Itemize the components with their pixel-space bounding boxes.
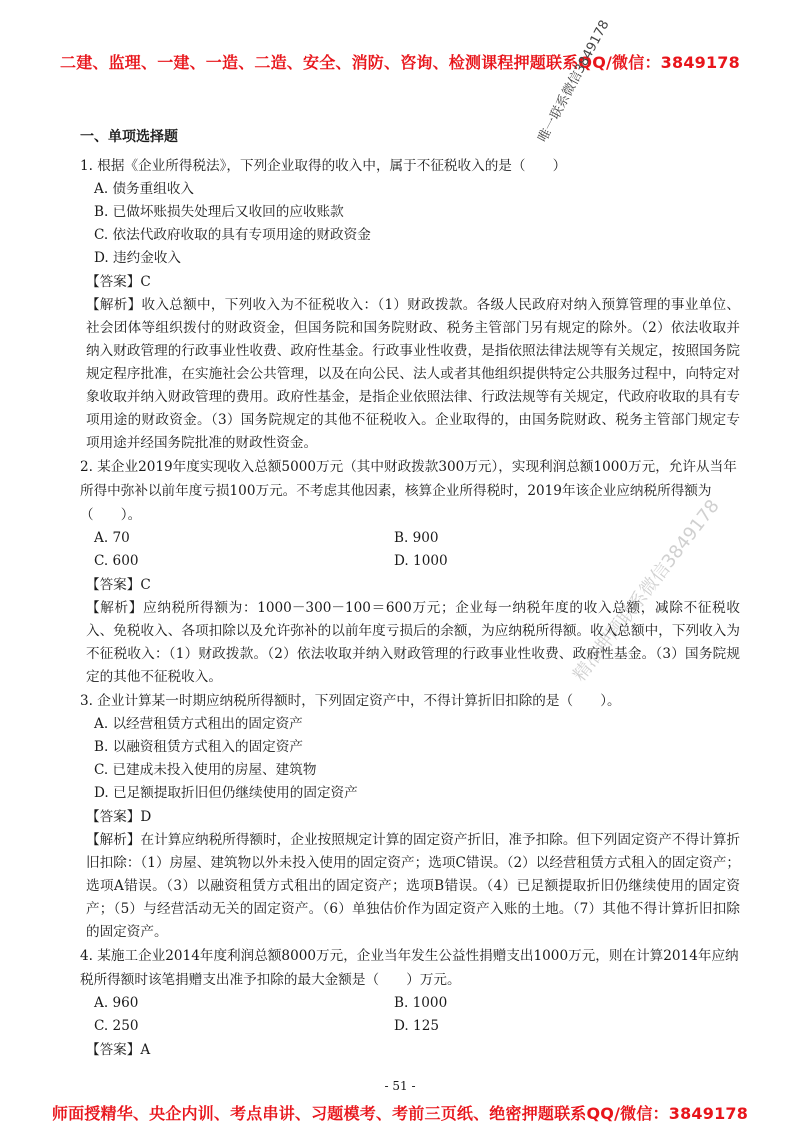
answer: 【答案】D: [86, 809, 152, 825]
option-a: A. 以经营租赁方式租出的固定资产: [94, 716, 303, 732]
question-3: [80, 689, 740, 944]
explanation: 【解析】应纳税所得额为：1000－300－100＝600万元；企业每一纳税年度的收入总额，减除不征税收入、免税收入、各项扣除以及允许弥补的以前年度亏损后的余额，为应纳税所得额。收入总额中，下列收入为不征税收入：（1）财政拨款。（2）依法收取并纳入财政管理的行政事业性收费、政府性基金。（3）国务院规定的其他不征税收入。: [86, 600, 740, 685]
section-title: 一、单项选择题: [80, 129, 178, 145]
question-stem: 1. 根据《企业所得税法》，下列企业取得的收入中，属于不征税收入的是（ ）: [80, 158, 567, 174]
option-b: B. 1000: [394, 995, 448, 1011]
answer: 【答案】C: [86, 274, 151, 290]
explanation: 【解析】在计算应纳税所得额时，企业按照规定计算的固定资产折旧，准予扣除。但下列固定资产不得计算折旧扣除：（1）房屋、建筑物以外未投入使用的固定资产；选项C错误。（2）以经营租赁方式租入的固定资产；选项A错误。（3）以融资租赁方式租出的固定资产；选项B错误。（4）已足额提取折旧仍继续使用的固定资产；（5）与经营活动无关的固定资产。（6）单独估价作为固定资产入账的土地。（7）其他不得计算折旧扣除的固定资产。: [86, 832, 740, 940]
option-c: C. 250: [94, 1018, 139, 1034]
option-d: D. 1000: [394, 553, 448, 569]
options-row: [80, 527, 740, 550]
options-row: [80, 550, 740, 573]
question-1: [80, 154, 740, 455]
option-b: B. 以融资租赁方式租入的固定资产: [94, 739, 303, 755]
question-stem: 3. 企业计算某一时期应纳税所得额时，下列固定资产中，不得计算折旧扣除的是（ ）。: [80, 693, 621, 709]
answer: 【答案】C: [86, 577, 151, 593]
explanation: 【解析】收入总额中，下列收入为不征税收入：（1）财政拨款。各级人民政府对纳入预算管理的事业单位、社会团体等组织拨付的财政资金，但国务院和国务院财政、税务主管部门另有规定的除外。（2）依法收取并纳入财政管理的行政事业性收费、政府性基金。行政事业性收费，是指依照法律法规等有关规定，按照国务院规定程序批准，在实施社会公共管理，以及在向公民、法人或者其他组织提供特定公共服务过程中，向特定对象收取并纳入财政管理的费用。政府性基金，是指企业依照法律、行政法规等有关规定，代政府收取的具有专项用途的财政资金。（3）国务院规定的其他不征税收入。企业取得的，由国务院财政、税务主管部门规定专项用途并经国务院批准的财政性资金。: [86, 297, 740, 451]
option-c: C. 依法代政府收取的具有专项用途的财政资金: [94, 227, 371, 243]
option-a: A. 债务重组收入: [94, 181, 195, 197]
option-d: D. 125: [394, 1018, 440, 1034]
option-c: C. 600: [94, 553, 139, 569]
banner-bottom: 师面授精华、央企内训、考点串讲、习题模考、考前三页纸、绝密押题联系QQ/微信：3849178: [51, 1104, 749, 1123]
question-stem: 4. 某施工企业2014年度利润总额8000万元，企业当年发生公益性捐赠支出1000万元，则在计算2014年应纳税所得额时该笔捐赠支出准予扣除的最大金额是（ ）万元。: [80, 948, 739, 988]
option-a: A. 960: [94, 995, 139, 1011]
option-b: B. 已做坏账损失处理后又收回的应收账款: [94, 204, 344, 220]
option-d: D. 已足额提取折旧但仍继续使用的固定资产: [94, 785, 358, 801]
option-c: C. 已建成未投入使用的房屋、建筑物: [94, 762, 317, 778]
banner-top: 二建、监理、一建、一造、二造、安全、消防、咨询、检测课程押题联系QQ/微信：3849178: [60, 53, 740, 72]
options-row: [80, 992, 740, 1015]
question-stem: 2. 某企业2019年度实现收入总额5000万元（其中财政拨款300万元），实现利润总额1000万元，允许从当年所得中弥补以前年度亏损100万元。不考虑其他因素，核算企业所得税时，2019年该企业应纳税所得额为（ ）。: [80, 459, 737, 523]
question-4: [80, 944, 740, 1062]
document-body: [80, 126, 740, 1062]
option-b: B. 900: [394, 530, 439, 546]
option-a: A. 70: [94, 530, 130, 546]
question-2: [80, 455, 740, 689]
page-number: - 51 -: [384, 1079, 416, 1093]
answer: 【答案】A: [86, 1042, 151, 1058]
watermark-contact: 唯一联系微信3849178: [535, 17, 613, 145]
watermark-faded: 精准押题联系微信3849178: [569, 495, 724, 686]
option-d: D. 违约金收入: [94, 250, 182, 266]
options-row: [80, 1015, 740, 1038]
